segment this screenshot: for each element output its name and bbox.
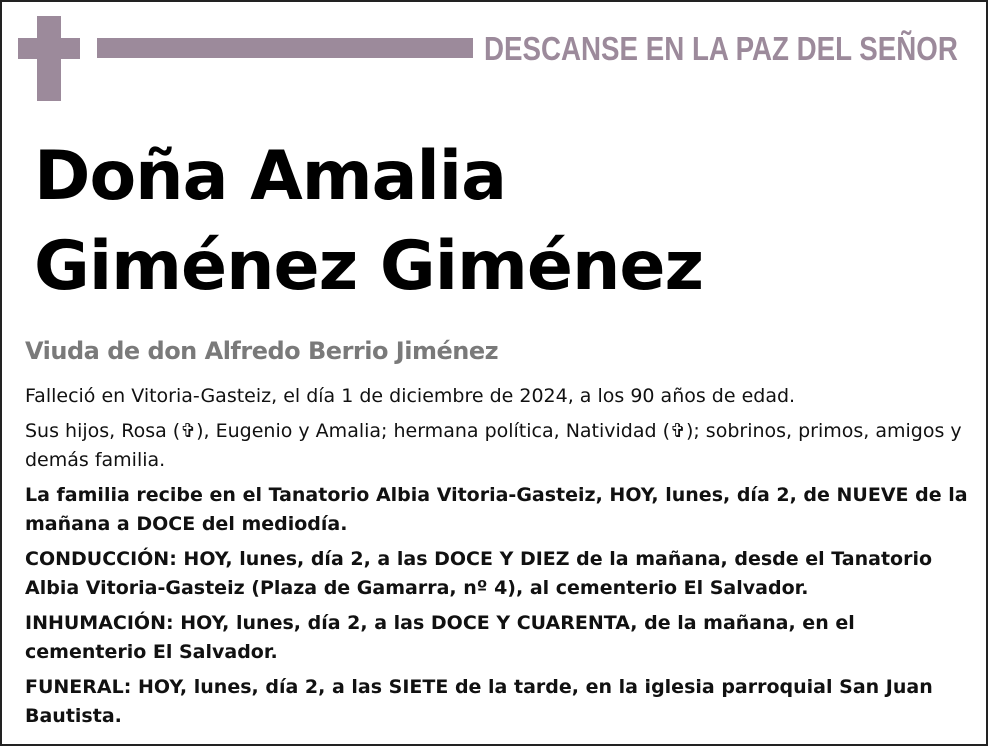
name-line-2: Giménez Giménez: [34, 227, 704, 306]
procession-text: CONDUCCIÓN: HOY, lunes, día 2, a las DOCE Y DIEZ de la mañana, desde el Tanatorio Albia Vitoria-Gasteiz (Plaza de Gamarra, nº 4), al cementerio El Salvador.: [25, 548, 933, 599]
decorative-bar: [97, 38, 473, 58]
paragraph-death: Falleció en Vitoria-Gasteiz, el día 1 de diciembre de 2024, a los 90 años de edad.: [25, 385, 796, 407]
deceased-name: [34, 132, 703, 312]
paragraph-procession: [25, 545, 975, 603]
subtitle: Viuda de don Alfredo Berrio Jiménez: [25, 337, 499, 365]
cross-horizontal: [18, 38, 80, 59]
name-line-1: Doña Amalia: [34, 137, 507, 216]
paragraph-wake: [25, 481, 975, 539]
tagline: DESCANSE EN LA PAZ DEL SEÑOR: [484, 30, 958, 67]
notice-body: [25, 382, 975, 737]
funeral-text: FUNERAL: HOY, lunes, día 2, a las SIETE de la tarde, en la iglesia parroquial San Juan Bautista.: [25, 676, 933, 727]
paragraph-burial: [25, 609, 975, 667]
paragraph-family: Sus hijos, Rosa (✞), Eugenio y Amalia; hermana política, Natividad (✞); sobrinos, primos, amigos y demás familia.: [25, 420, 962, 471]
burial-text: INHUMACIÓN: HOY, lunes, día 2, a las DOCE Y CUARENTA, de la mañana, en el cementerio El Salvador.: [25, 612, 855, 663]
paragraph-funeral: [25, 673, 975, 731]
wake-text: La familia recibe en el Tanatorio Albia Vitoria-Gasteiz, HOY, lunes, día 2, de NUEVE de la mañana a DOCE del mediodía.: [25, 484, 968, 535]
